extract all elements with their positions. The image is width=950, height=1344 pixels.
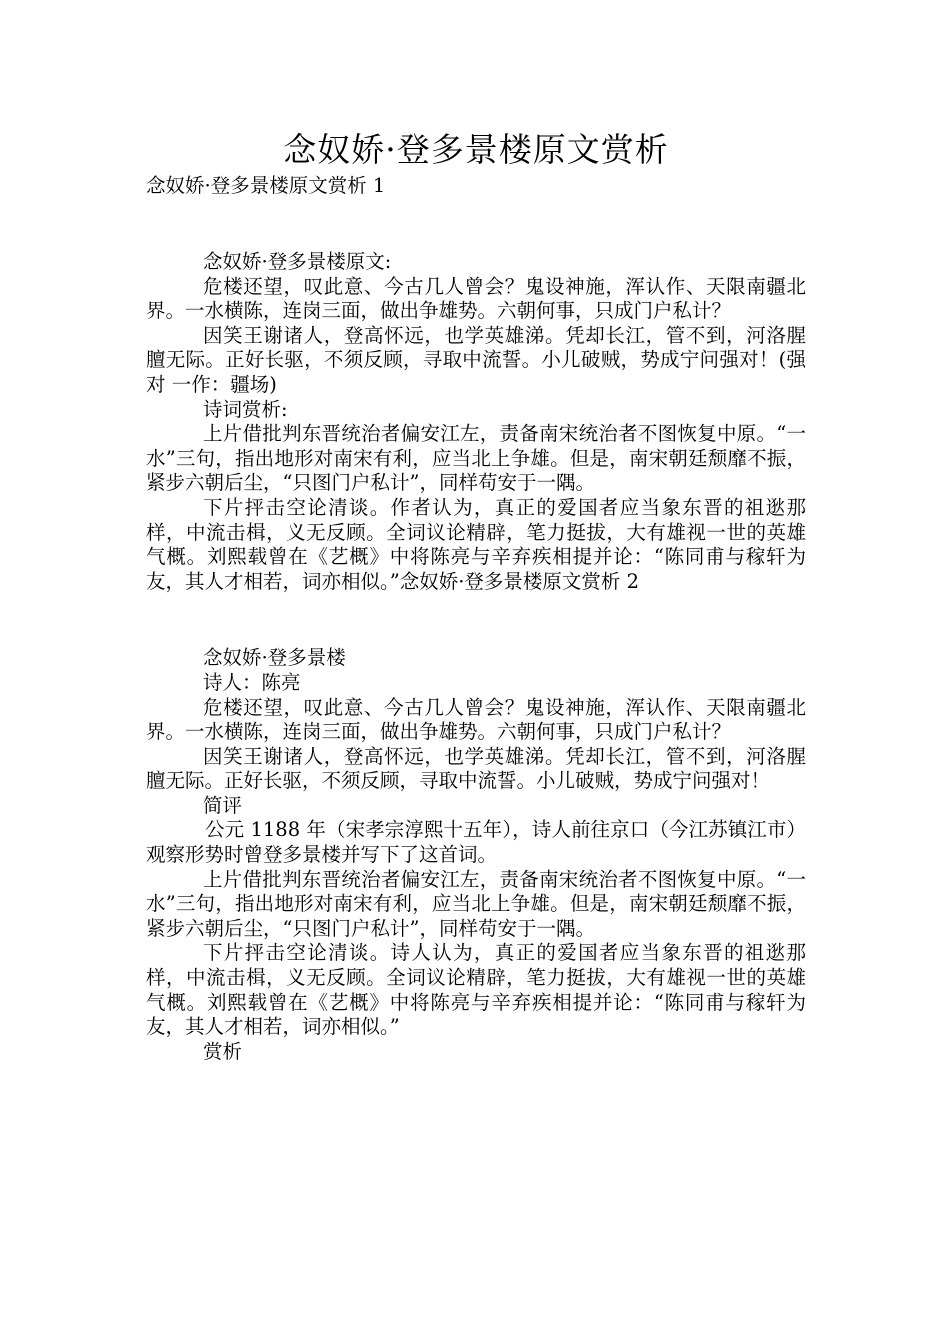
label-original-text: 念奴娇·登多景楼原文: <box>203 250 392 273</box>
poet-name: 诗人：陈亮 <box>203 670 301 694</box>
document-page <box>146 126 806 1064</box>
poem-stanza-2: 因笑王谢诸人，登高怀远，也学英雄涕。凭却长江，管不到，河洛腥膻无际。正好长驱，不须反顾，寻取中流誓。小儿破贼，势成宁问强对！ <box>146 744 806 793</box>
label-appreciation: 赏析 <box>203 1039 243 1063</box>
analysis-paragraph-2: 下片抨击空论清谈。作者认为，真正的爱国者应当象东晋的祖逖那样，中流击楫，义无反顾。全词议论精辟，笔力挺拔，大有雄视一世的英雄气概。刘熙载曾在《艺概》中将陈亮与辛弃疾相提并论：“陈同甫与稼轩为友，其人才相若，词亦相似。”念奴娇·登多景楼原文赏析 2 <box>146 495 806 593</box>
spacer <box>146 198 806 250</box>
poem-title: 念奴娇·登多景楼 <box>203 646 346 670</box>
analysis-paragraph-1: 上片借批判东晋统治者偏安江左，责备南宋统治者不图恢复中原。“一水”三句，指出地形对南宋有利，应当北上争雄。但是，南宋朝廷颓靡不振，紧步六朝后尘，“只图门户私计”，同样苟安于一隅。 <box>146 422 806 495</box>
document-title: 念奴娇·登多景楼原文赏析 <box>283 130 669 169</box>
poem-stanza-1: 危楼还望，叹此意、今古几人曾会？鬼设神施，浑认作、天限南疆北界。一水横陈，连岗三面，做出争雄势。六朝何事，只成门户私计？ <box>146 274 806 323</box>
section-heading-1: 念奴娇·登多景楼原文赏析 1 <box>146 174 386 197</box>
analysis-paragraph-1: 上片借批判东晋统治者偏安江左，责备南宋统治者不图恢复中原。“一水”三句，指出地形对南宋有利，应当北上争雄。但是，南宋朝廷颓靡不振，紧步六朝后尘，“只图门户私计”，同样苟安于一隅。 <box>146 867 806 940</box>
poem-stanza-2: 因笑王谢诸人，登高怀远，也学英雄涕。凭却长江，管不到，河洛腥膻无际。正好长驱，不须反顾，寻取中流誓。小儿破贼，势成宁问强对！(强对 一作：疆场) <box>146 323 806 396</box>
label-review: 简评 <box>203 793 243 817</box>
label-appreciation: 诗词赏析: <box>203 397 288 421</box>
poem-stanza-1: 危楼还望，叹此意、今古几人曾会？鬼设神施，浑认作、天限南疆北界。一水横陈，连岗三面，做出争雄势。六朝何事，只成门户私计？ <box>146 695 806 744</box>
spacer <box>146 594 806 646</box>
analysis-paragraph-2: 下片抨击空论清谈。诗人认为，真正的爱国者应当象东晋的祖逖那样，中流击楫，义无反顾。全词议论精辟，笔力挺拔，大有雄视一世的英雄气概。刘熙载曾在《艺概》中将陈亮与辛弃疾相提并论：“陈同甫与稼轩为友，其人才相若，词亦相似。” <box>146 941 806 1039</box>
review-paragraph: 公元 1188 年（宋孝宗淳熙十五年），诗人前往京口（今江苏镇江市）观察形势时曾登多景楼并写下了这首词。 <box>146 818 806 867</box>
